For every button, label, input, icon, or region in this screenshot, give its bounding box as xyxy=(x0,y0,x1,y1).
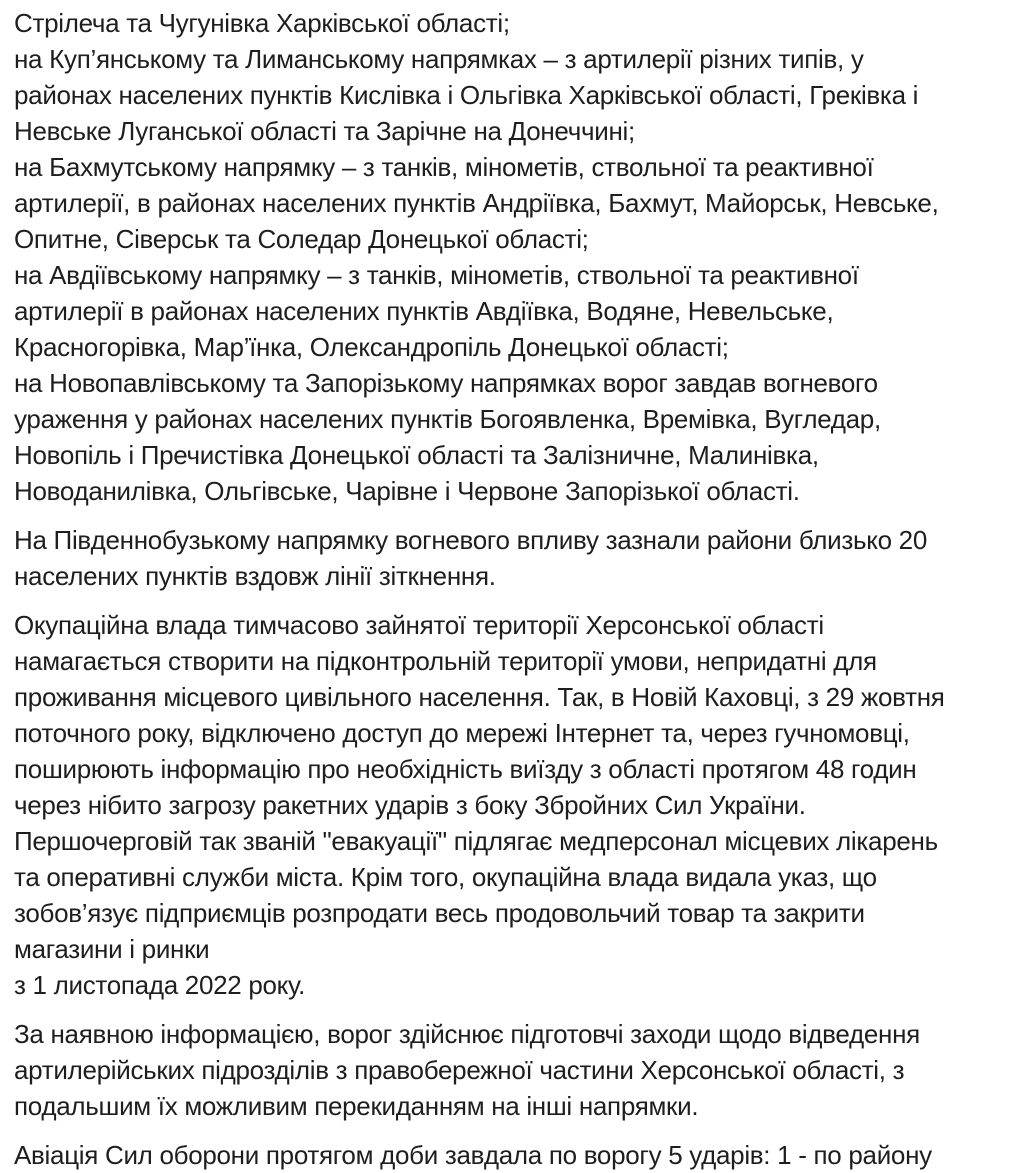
text-line: намагається створити на підконтрольній території умови, непридатні для xyxy=(14,646,877,676)
text-line: Авіація Сил оборони протягом доби завдала по ворогу 5 ударів: 1 - по району xyxy=(14,1140,932,1170)
text-line: подальшим їх можливим перекиданням на інші напрямки. xyxy=(14,1091,699,1121)
text-line: Новоданилівка, Ольгівське, Чарівне і Червоне Запорізької області. xyxy=(14,476,800,506)
text-line: районах населених пунктів Кислівка і Ольгівка Харківської області, Греківка і xyxy=(14,80,919,110)
text-line: та оперативні служби міста. Крім того, окупаційна влада видала указ, що xyxy=(14,862,877,892)
text-line: з 1 листопада 2022 року. xyxy=(14,970,306,1000)
text-line: на Куп’янському та Лиманському напрямках – з артилерії різних типів, у xyxy=(14,44,864,74)
text-line: За наявною інформацією, ворог здійснює підготовчі заходи щодо відведення xyxy=(14,1019,920,1049)
text-line: поширюють інформацію про необхідність виїзду з області протягом 48 годин xyxy=(14,754,917,784)
text-line: Красногорівка, Мар’їнка, Олександропіль Донецької області; xyxy=(14,332,729,362)
text-line: артилерії, в районах населених пунктів Андріївка, Бахмут, Майорськ, Невське, xyxy=(14,188,939,218)
text-line: артилерії в районах населених пунктів Авдіївка, Водяне, Невельське, xyxy=(14,296,834,326)
text-line: Першочерговій так званій "евакуації" підлягає медперсонал місцевих лікарень xyxy=(14,826,938,856)
text-line: Опитне, Сіверськ та Соледар Донецької області; xyxy=(14,224,589,254)
paragraph xyxy=(14,1016,1020,1124)
paragraph xyxy=(14,1137,1020,1173)
text-line: Невське Луганської області та Зарічне на Донеччині; xyxy=(14,116,635,146)
text-line: Новопіль і Пречистівка Донецької області та Залізничне, Малинівка, xyxy=(14,440,819,470)
text-line: ураження у районах населених пунктів Богоявленка, Времівка, Вугледар, xyxy=(14,404,881,434)
text-line: зобов’язує підприємців розпродати весь продовольчий товар та закрити xyxy=(14,898,865,928)
text-line: магазини і ринки xyxy=(14,934,210,964)
text-line: На Південнобузькому напрямку вогневого впливу зазнали райони близько 20 xyxy=(14,525,927,555)
text-line: на Бахмутському напрямку – з танків, мінометів, ствольної та реактивної xyxy=(14,152,874,182)
text-line: Стрілеча та Чугунівка Харківської області; xyxy=(14,8,510,38)
paragraph xyxy=(14,522,1020,594)
paragraph xyxy=(14,607,1020,1003)
paragraph xyxy=(14,5,1020,509)
text-line: поточного року, відключено доступ до мережі Інтернет та, через гучномовці, xyxy=(14,718,910,748)
text-line: на Новопавлівському та Запорізькому напрямках ворог завдав вогневого xyxy=(14,368,878,398)
text-line: проживання місцевого цивільного населення. Так, в Новій Каховці, з 29 жовтня xyxy=(14,682,945,712)
text-line: через нібито загрозу ракетних ударів з боку Збройних Сил України. xyxy=(14,790,806,820)
text-line: Окупаційна влада тимчасово зайнятої території Херсонської області xyxy=(14,610,824,640)
text-line: населених пунктів вздовж лінії зіткнення. xyxy=(14,561,496,591)
text-line: на Авдіївському напрямку – з танків, мінометів, ствольної та реактивної xyxy=(14,260,859,290)
text-line: артилерійських підрозділів з правобережної частини Херсонської області, з xyxy=(14,1055,905,1085)
